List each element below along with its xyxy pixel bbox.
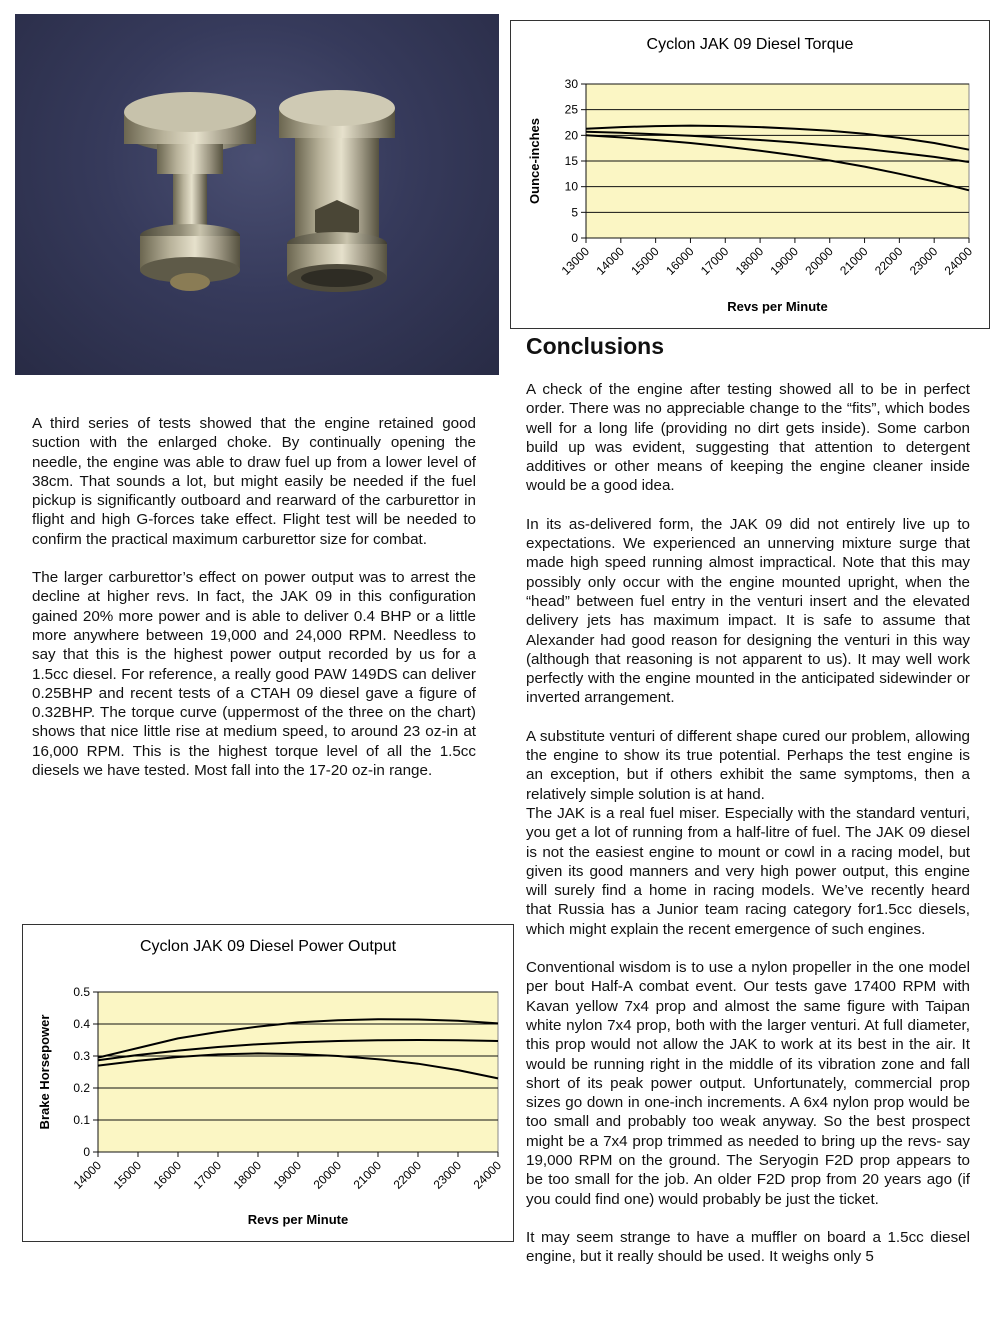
paragraph: It may seem strange to have a muffler on board a 1.5cc diesel engine, but it really should be used. It weighs only 5	[526, 1228, 970, 1266]
right-column-text	[526, 380, 970, 1285]
x-axis-label: Revs per Minute	[247, 1212, 349, 1227]
x-tick-label: 22000	[390, 1158, 425, 1192]
y-tick-label: 0	[83, 1145, 90, 1159]
plot-area	[98, 992, 498, 1152]
x-tick-label: 18000	[230, 1158, 265, 1192]
y-tick-label: 0.5	[73, 985, 90, 999]
y-tick-label: 30	[564, 77, 578, 91]
x-axis-label: Revs per Minute	[727, 299, 828, 314]
chart-title: Cyclon JAK 09 Diesel Power Output	[139, 938, 397, 955]
right-venturi-part	[279, 90, 395, 292]
paragraph: The JAK is a real fuel miser. Especially with the standard venturi, you get a lot of running from a half-litre of fuel. The JAK 09 diesel is not the easiest engine to mount or cowl in a racing model, but given its good manners and very high power output, this engine will surely find a home in racing models. We’ve recently heard that Russia has a Junior team racing category for1.5cc diesels, which might explain the recent emergence of such engines.	[526, 804, 970, 938]
y-tick-label: 0.1	[73, 1113, 90, 1127]
left-column-text	[32, 414, 476, 799]
x-tick-label: 20000	[310, 1158, 345, 1192]
x-tick-label: 21000	[350, 1158, 385, 1192]
x-tick-label: 17000	[697, 244, 732, 278]
power-chart	[22, 924, 514, 1242]
x-tick-label: 16000	[663, 244, 697, 278]
x-tick-label: 17000	[190, 1158, 225, 1192]
y-tick-label: 10	[564, 179, 578, 194]
chart-title: Cyclon JAK 09 Diesel Torque	[646, 36, 854, 53]
x-tick-label: 15000	[628, 244, 662, 278]
y-tick-label: 20	[564, 128, 578, 143]
paragraph: A check of the engine after testing showed all to be in perfect order. There was no appreciable change to the “fits”, which bodes well for a long life (providing no dirt gets inside). Some carbon build up was evident, suggesting that attention to detergent additives or other means of keeping the engine cleaner inside would be a good idea.	[526, 381, 970, 495]
x-tick-label: 14000	[593, 244, 627, 278]
x-tick-label: 24000	[941, 244, 976, 278]
x-tick-label: 23000	[430, 1158, 465, 1192]
left-venturi-part	[124, 92, 256, 291]
x-tick-label: 15000	[110, 1158, 145, 1192]
y-tick-label: 5	[571, 205, 578, 220]
x-tick-label: 13000	[558, 244, 593, 278]
x-tick-label: 20000	[802, 244, 836, 278]
paragraph: The larger carburettor’s effect on power output was to arrest the decline at higher revs. In fact, the JAK 09 in this configuration gained 20% more power and is able to deliver 0.4 BHP or a little more anywhere between 19,000 and 24,000 RPM. Needless to say that this is the highest power output recorded by us for a 1.5cc diesel. For reference, a really good PAW 149DS can deliver 0.25BHP and recent tests of a CTAH 09 diesel gave a figure of 0.32BHP. The torque curve (uppermost of the three on the chart) shows that nice little rise at medium speed, to around 23 oz-in at 16,000 RPM. This is the highest torque level of all the 1.5cc diesels we have tested. Most fall into the 17-20 oz-in range.	[32, 569, 476, 780]
x-tick-label: 23000	[906, 244, 941, 278]
y-tick-label: 15	[564, 154, 578, 168]
y-tick-label: 0.3	[73, 1049, 90, 1063]
paragraph: Conventional wisdom is to use a nylon propeller in the one model per bout Half-A combat event. Our tests gave 17400 RPM with Kavan yellow 7x4 prop and almost the same figure with Taipan white nylon 7x4 prop, both with the larger venturi. At full diameter, this prop would not allow the JAK to work at its best in the air. It would be running right in the middle of its vibration zone and fall short of its peak power output. Unfortunately, commercial prop sizes go down in one-inch increments. A 6x4 nylon prop would be too small and probably too weak anyway. So the best prospect might be a 7x4 prop trimmed as needed to bring up the revs- say 19,000 RPM on the ground. The Seryogin F2D prop appears to be too small for the job. An older F2D prop from 20 years ago (if you could find one) would probably be just the ticket.	[526, 959, 970, 1208]
section-heading: Conclusions	[526, 333, 665, 359]
y-tick-label: 25	[564, 102, 578, 117]
y-tick-label: 0	[571, 231, 578, 245]
x-tick-label: 16000	[150, 1158, 185, 1192]
venturi-photo	[15, 14, 499, 375]
paragraph: In its as-delivered form, the JAK 09 did not entirely live up to expectations. We experienced an unnerving mixture surge that made high speed running almost impractical. Note that this may possibly only occur with the engine mounted upright, when the “head” between fuel entry in the venturi insert and the elevated delivery jets has maximum impact. It is safe to assume that Alexander had good reason for designing the venturi in this way (although that reasoning is not apparent to us). It may well work perfectly with the engine mounted in the anticipated sidewinder or inverted arrangement.	[526, 515, 970, 707]
x-tick-label: 19000	[270, 1158, 305, 1192]
x-tick-label: 21000	[837, 244, 871, 278]
x-tick-label: 24000	[470, 1158, 505, 1192]
x-tick-label: 22000	[871, 244, 906, 278]
x-tick-label: 18000	[732, 244, 767, 278]
paragraph: A third series of tests showed that the engine retained good suction with the enlarged choke. By continually opening the needle, the engine was able to draw fuel up from a lower level of 38cm. That sounds a lot, but might easily be needed if the fuel pickup is significantly outboard and rearward of the carburettor in flight and high G-forces take effect. Flight test will be needed to confirm the practical maximum carburettor size for combat.	[32, 415, 476, 548]
paragraph: A substitute venturi of different shape cured our problem, allowing the engine to show its true potential. Perhaps the test engine is an exception, but if others exhibit the same symptoms, then a relatively simple solution is at hand.	[526, 727, 970, 803]
torque-chart	[510, 20, 990, 329]
y-axis-label: Brake Horsepower	[37, 1014, 52, 1130]
y-axis-label: Ounce-inches	[527, 118, 542, 204]
x-tick-label: 19000	[767, 244, 802, 278]
x-tick-label: 14000	[70, 1158, 105, 1192]
y-tick-label: 0.4	[73, 1017, 90, 1031]
y-tick-label: 0.2	[73, 1081, 90, 1095]
